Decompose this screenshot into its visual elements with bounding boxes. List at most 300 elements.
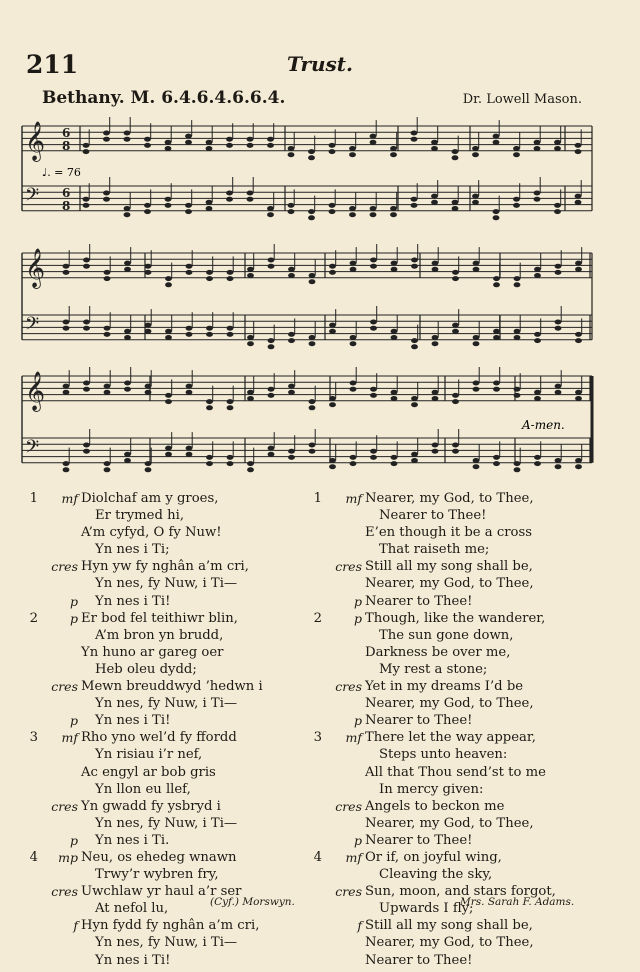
note-head [288, 273, 295, 278]
note-head [575, 200, 582, 205]
note-head [103, 137, 110, 142]
note-head [411, 452, 418, 457]
note-head [390, 212, 397, 217]
note-head [144, 209, 151, 214]
note-head [206, 270, 213, 275]
note-head [288, 455, 295, 460]
note-head [390, 206, 397, 211]
note-head [165, 329, 172, 334]
note-head [349, 206, 356, 211]
dynamic-marking: p [69, 610, 78, 626]
time-sig-bottom: 8 [62, 139, 71, 153]
note-head [124, 458, 131, 463]
note-head [329, 203, 336, 208]
note-head [473, 387, 480, 392]
note-head [186, 452, 193, 457]
note-head [432, 261, 439, 266]
note-head [83, 149, 90, 154]
note-head [370, 393, 377, 398]
note-head [247, 197, 254, 202]
note-head [309, 399, 316, 404]
note-head [309, 341, 316, 346]
note-head [63, 320, 70, 325]
lyric-text: Er bod fel teithiwr blin, [81, 610, 238, 626]
note-head [308, 215, 315, 220]
note-head [513, 197, 520, 202]
note-head [83, 443, 90, 448]
note-head [473, 267, 480, 272]
lyric-text: Er trymed hi, [95, 508, 185, 524]
note-head [247, 137, 254, 142]
note-head [83, 258, 90, 263]
note-head [63, 461, 70, 466]
note-head [411, 402, 418, 407]
note-head [309, 273, 316, 278]
sheet-music [0, 0, 640, 480]
lyric-text: Nearer to Thee! [365, 832, 473, 848]
note-head [575, 194, 582, 199]
note-head [411, 264, 418, 269]
verse-line [308, 849, 608, 866]
note-head [329, 458, 336, 463]
verse-line [24, 917, 314, 934]
note-head [83, 264, 90, 269]
note-head [473, 341, 480, 346]
note-head [370, 258, 377, 263]
note-head [165, 146, 172, 151]
note-head [329, 396, 336, 401]
tempo-marking: ♩. = 76 [42, 166, 81, 179]
note-head [268, 258, 275, 263]
note-head [124, 267, 131, 272]
verse-line [308, 541, 608, 558]
note-head [452, 206, 459, 211]
note-head [309, 405, 316, 410]
verse-line [24, 593, 314, 610]
note-head [247, 467, 254, 472]
verse-line [24, 746, 314, 763]
lyric-text: Diolchaf am y groes, [81, 491, 219, 506]
lyric-text: Still all my song shall be, [365, 559, 533, 575]
note-head [83, 320, 90, 325]
lyric-text: Upwards I fly; [379, 901, 474, 917]
note-head [247, 143, 254, 148]
note-head [124, 387, 131, 392]
note-head [124, 131, 131, 136]
lyric-text: Cleaving the sky, [379, 867, 493, 883]
note-head [473, 458, 480, 463]
note-head [83, 326, 90, 331]
lyric-text: Rho yno wel’d fy ffordd [81, 730, 237, 746]
note-head [350, 335, 357, 340]
note-head [370, 320, 377, 325]
note-head [104, 276, 111, 281]
lyric-text: In mercy given: [379, 781, 484, 797]
note-head [145, 384, 152, 389]
note-head [329, 402, 336, 407]
note-head [575, 396, 582, 401]
note-head [473, 261, 480, 266]
note-head [124, 452, 131, 457]
note-head [575, 458, 582, 463]
note-head [391, 335, 398, 340]
note-head [308, 149, 315, 154]
note-head [165, 140, 172, 145]
note-head [555, 326, 562, 331]
note-head [247, 390, 254, 395]
note-head [165, 335, 172, 340]
note-head [493, 215, 500, 220]
note-head [185, 209, 192, 214]
note-head [534, 390, 541, 395]
lyric-text: Yn nes i Ti! [95, 713, 171, 729]
note-head [493, 134, 500, 139]
note-head [555, 390, 562, 395]
note-head [575, 149, 582, 154]
dynamic-marking: p [353, 832, 362, 848]
note-head [513, 146, 520, 151]
note-head [206, 455, 213, 460]
note-head [247, 191, 254, 196]
note-head [144, 137, 151, 142]
note-head [288, 267, 295, 272]
note-head [350, 381, 357, 386]
verse-line [24, 678, 314, 695]
note-head [534, 197, 541, 202]
note-head [247, 335, 254, 340]
lyric-text: There let the way appear, [365, 730, 536, 746]
lyric-text: Yn nes, fy Nuw, i Ti— [95, 576, 238, 592]
note-head [206, 332, 213, 337]
note-head [391, 461, 398, 466]
note-head [472, 194, 479, 199]
note-head [145, 467, 152, 472]
note-head [308, 209, 315, 214]
note-head [575, 332, 582, 337]
note-head [452, 399, 459, 404]
note-head [206, 140, 213, 145]
verse-line [24, 934, 314, 951]
lyric-text: Ac engyl ar bob gris [81, 764, 216, 780]
lyric-text: Though, like the wanderer, [365, 610, 546, 626]
lyric-text: Uwchlaw yr haul a’r ser [81, 884, 242, 900]
note-head [493, 335, 500, 340]
lyric-text: Yn nes i Ti! [95, 952, 171, 968]
note-head [329, 264, 336, 269]
note-head [309, 443, 316, 448]
lyric-text: Nearer to Thee! [365, 713, 473, 729]
note-head [165, 393, 172, 398]
time-sig-bottom: 8 [62, 199, 71, 213]
note-head [350, 267, 357, 272]
note-head [432, 335, 439, 340]
note-head [186, 384, 193, 389]
note-head [144, 203, 151, 208]
note-head [104, 467, 111, 472]
note-head [268, 344, 275, 349]
lyric-text: Yn nes i Ti; [95, 542, 170, 558]
note-head [124, 212, 131, 217]
note-head [83, 203, 90, 208]
note-head [370, 387, 377, 392]
verse-line [24, 849, 314, 866]
lyric-text: Heb oleu dydd; [95, 661, 197, 677]
note-head [431, 140, 438, 145]
note-head [473, 464, 480, 469]
verse-line [308, 917, 608, 934]
verse-line [308, 866, 608, 883]
note-head [186, 332, 193, 337]
note-head [390, 146, 397, 151]
dynamic-marking: f [73, 918, 78, 934]
lyric-text: Nearer, my God, to Thee, [365, 935, 534, 951]
note-head [83, 143, 90, 148]
note-head [513, 203, 520, 208]
lyric-text: Yn huno ar gareg oer [81, 644, 224, 660]
note-head [432, 396, 439, 401]
lyric-text: Yn nes i Ti! [95, 593, 171, 609]
note-head [104, 390, 111, 395]
note-head [350, 341, 357, 346]
note-head [411, 137, 418, 142]
note-head [145, 270, 152, 275]
note-head [534, 455, 541, 460]
note-head [350, 261, 357, 266]
note-head [452, 155, 459, 160]
note-head [431, 146, 438, 151]
note-head [391, 329, 398, 334]
lyric-text: Neu, os ehedeg wnawn [81, 849, 237, 865]
note-head [124, 381, 131, 386]
note-head [575, 390, 582, 395]
note-head [350, 455, 357, 460]
note-head [186, 326, 193, 331]
note-head [227, 405, 234, 410]
verse-line [308, 490, 608, 507]
note-head [309, 279, 316, 284]
note-head [452, 276, 459, 281]
note-head [514, 282, 521, 287]
lyric-text: Yn gwadd fy ysbryd i [81, 798, 221, 814]
lyric-text: Yn nes, fy Nuw, i Ti— [95, 696, 238, 712]
note-head [206, 206, 213, 211]
note-head [329, 209, 336, 214]
note-head [452, 323, 459, 328]
dynamic-marking: cres [335, 884, 362, 900]
lyric-text: Yn nes, fy Nuw, i Ti— [95, 935, 238, 951]
verse-line [24, 661, 314, 678]
note-head [411, 344, 418, 349]
note-head [514, 467, 521, 472]
note-head [411, 131, 418, 136]
bass-clef: 𝄢 [25, 185, 40, 210]
note-head [411, 338, 418, 343]
note-head [227, 461, 234, 466]
lyric-text: That raiseth me; [379, 542, 490, 558]
verse-line [308, 593, 608, 610]
note-head [185, 134, 192, 139]
note-head [370, 206, 377, 211]
note-head [575, 464, 582, 469]
note-head [493, 209, 500, 214]
note-head [186, 270, 193, 275]
amen-label: A-men. [522, 418, 565, 432]
dynamic-marking: p [69, 713, 78, 729]
verse-line [308, 558, 608, 575]
note-head [411, 258, 418, 263]
lyric-text: Nearer to Thee! [365, 952, 473, 968]
note-head [370, 134, 377, 139]
verse-line [308, 507, 608, 524]
note-head [185, 203, 192, 208]
note-head [391, 267, 398, 272]
note-head [288, 384, 295, 389]
verse-line [308, 781, 608, 798]
note-head [493, 387, 500, 392]
dynamic-marking: cres [335, 798, 362, 814]
note-head [411, 458, 418, 463]
note-head [432, 267, 439, 272]
lyric-text: All that Thou send’st to me [365, 764, 546, 780]
time-sig-top: 6 [62, 126, 71, 140]
note-head [555, 384, 562, 389]
note-head [104, 461, 111, 466]
note-head [288, 146, 295, 151]
note-head [144, 143, 151, 148]
note-head [432, 449, 439, 454]
note-head [104, 270, 111, 275]
verse-line [24, 627, 314, 644]
note-head [554, 209, 561, 214]
dynamic-marking: p [69, 832, 78, 848]
note-head [247, 341, 254, 346]
note-head [227, 276, 234, 281]
lyric-text: A’m bron yn brudd, [95, 627, 224, 643]
note-head [206, 405, 213, 410]
dynamic-marking: mf [345, 849, 362, 865]
treble-clef: 𝄞 [25, 248, 46, 288]
note-head [452, 149, 459, 154]
note-head [432, 341, 439, 346]
verse-line [24, 866, 314, 883]
note-head [206, 399, 213, 404]
note-head [288, 338, 295, 343]
note-head [165, 197, 172, 202]
note-head [83, 381, 90, 386]
note-head [145, 329, 152, 334]
note-head [288, 390, 295, 395]
verse-line [308, 746, 608, 763]
note-head [390, 152, 397, 157]
note-head [309, 449, 316, 454]
note-head [124, 335, 131, 340]
verse-number: 4 [313, 849, 322, 865]
note-head [493, 455, 500, 460]
note-head [514, 393, 521, 398]
note-head [226, 191, 233, 196]
dynamic-marking: cres [51, 559, 78, 575]
note-head [268, 446, 275, 451]
note-head [268, 387, 275, 392]
note-head [329, 143, 336, 148]
note-head [452, 443, 459, 448]
note-head [247, 461, 254, 466]
note-head [349, 212, 356, 217]
note-head [186, 446, 193, 451]
verse-line [308, 798, 608, 815]
dynamic-marking: cres [335, 679, 362, 695]
note-head [104, 326, 111, 331]
lyric-text: Trwy’r wybren fry, [95, 867, 219, 883]
note-head [165, 399, 172, 404]
lyric-text: Sun, moon, and stars forgot, [365, 884, 556, 900]
note-head [514, 329, 521, 334]
note-head [534, 146, 541, 151]
lyric-text: Steps unto heaven: [379, 747, 508, 763]
note-head [534, 267, 541, 272]
verse-line [308, 815, 608, 832]
verse-line [308, 764, 608, 781]
note-head [165, 446, 172, 451]
note-head [103, 191, 110, 196]
verse-line [308, 610, 608, 627]
note-head [370, 455, 377, 460]
note-head [534, 140, 541, 145]
note-head [329, 149, 336, 154]
note-head [493, 282, 500, 287]
lyric-text: Angels to beckon me [365, 798, 505, 814]
note-head [145, 390, 152, 395]
note-head [391, 455, 398, 460]
hymn-title: Trust. [287, 52, 353, 76]
note-head [124, 329, 131, 334]
note-head [268, 393, 275, 398]
note-head [514, 276, 521, 281]
note-head [288, 209, 295, 214]
note-head [104, 384, 111, 389]
note-head [534, 332, 541, 337]
verse-line [24, 952, 314, 969]
note-head [227, 399, 234, 404]
note-head [391, 261, 398, 266]
note-head [534, 273, 541, 278]
note-head [350, 461, 357, 466]
note-head [452, 200, 459, 205]
note-head [206, 461, 213, 466]
dynamic-marking: p [353, 593, 362, 609]
lyric-text: E’en though it be a cross [365, 525, 533, 541]
note-head [288, 332, 295, 337]
staff-systems [22, 121, 592, 463]
lyric-text: Mewn breuddwyd ’hedwn i [81, 679, 263, 695]
note-head [575, 338, 582, 343]
note-head [472, 200, 479, 205]
note-head [350, 387, 357, 392]
dynamic-marking: mf [345, 491, 362, 506]
note-head [473, 381, 480, 386]
bass-clef: 𝄢 [25, 314, 40, 339]
note-head [452, 329, 459, 334]
verse-number: 2 [29, 610, 38, 626]
note-head [534, 396, 541, 401]
note-head [370, 212, 377, 217]
note-head [63, 390, 70, 395]
verse-number: 4 [29, 849, 38, 865]
note-head [575, 143, 582, 148]
note-head [165, 276, 172, 281]
note-heads [63, 117, 582, 472]
note-head [431, 200, 438, 205]
